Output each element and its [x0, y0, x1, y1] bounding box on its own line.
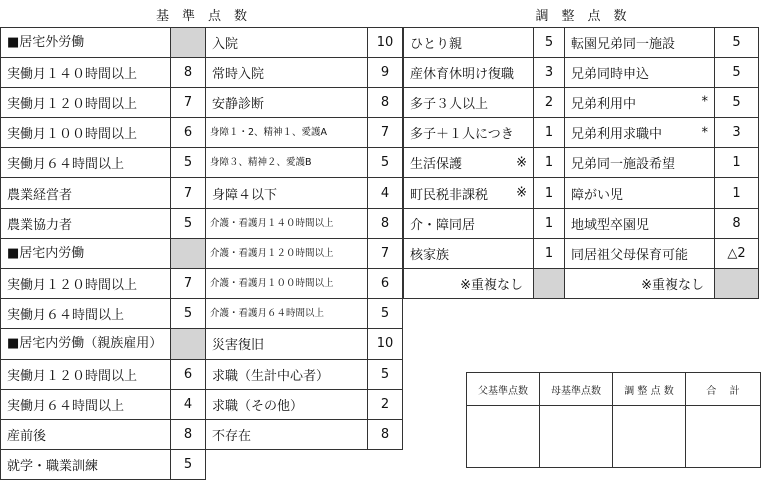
note-mark: ※	[516, 185, 527, 201]
adjust-item-text: 兄弟利用中	[571, 96, 637, 112]
base-item-label: 求職（その他）	[206, 389, 368, 419]
father-base-cell[interactable]	[467, 406, 540, 468]
empty-space	[206, 450, 403, 480]
base-item-points[interactable]: 8	[368, 419, 403, 449]
base-item-points[interactable]: 5	[171, 450, 206, 480]
no-duplicate-note: ※重複なし	[565, 269, 715, 299]
base-item-points[interactable]: 10	[368, 329, 403, 359]
father-base-header: 父基準点数	[467, 373, 540, 406]
adjust-item-label: 地域型卒園児	[565, 208, 715, 238]
adjust-item-text: 兄弟利用求職中	[571, 127, 663, 143]
base-item-label: 不存在	[206, 419, 368, 449]
base-item-points[interactable]: 8	[171, 57, 206, 87]
note-mark: *	[701, 125, 708, 141]
base-item-label: 介護・看護月６４時間以上	[206, 299, 368, 329]
adjust-item-label: 多子３人以上	[404, 87, 534, 117]
adjust-item-label: 多子＋１人につき	[404, 118, 534, 148]
no-duplicate-shaded-cell	[534, 269, 565, 299]
adjust-item-points[interactable]: 5	[715, 57, 759, 87]
note-mark: ※	[516, 155, 527, 171]
base-item-points[interactable]: 7	[171, 178, 206, 208]
adjust-item-text: 生活保護	[410, 157, 463, 173]
adjust-item-points[interactable]: 1	[534, 118, 565, 148]
base-item-points[interactable]: 5	[368, 299, 403, 329]
base-item-points[interactable]: 6	[368, 269, 403, 299]
adjust-item-label: 障がい児	[565, 178, 715, 208]
adjustment-points-header: 調 整 点 数	[404, 3, 759, 27]
base-item-label: 入院	[206, 27, 368, 57]
adjust-item-label: 介・障同居	[404, 208, 534, 238]
base-item-points[interactable]: 7	[368, 238, 403, 268]
section-shaded-cell[interactable]	[171, 27, 206, 57]
adjust-item-label: ひとり親	[404, 27, 534, 57]
base-points-table	[0, 3, 403, 480]
base-item-label: 実働月６４時間以上	[1, 299, 171, 329]
base-item-points[interactable]: 6	[171, 118, 206, 148]
base-item-points[interactable]: 5	[171, 148, 206, 178]
adjust-item-label: 核家族	[404, 238, 534, 268]
adjustment-cell[interactable]	[613, 406, 686, 468]
base-item-points[interactable]: 7	[368, 118, 403, 148]
adjust-item-points[interactable]: 8	[715, 208, 759, 238]
section-shaded-cell[interactable]	[171, 238, 206, 268]
base-item-label: 実働月１４０時間以上	[1, 57, 171, 87]
base-item-points[interactable]: 5	[368, 148, 403, 178]
adjust-item-label	[404, 178, 534, 208]
base-item-label: 常時入院	[206, 57, 368, 87]
base-item-label: 実働月１００時間以上	[1, 118, 171, 148]
base-item-points[interactable]: 4	[171, 389, 206, 419]
adjust-item-points[interactable]: 1	[534, 238, 565, 268]
base-item-points[interactable]: 5	[171, 208, 206, 238]
base-item-points[interactable]: 8	[368, 208, 403, 238]
base-item-label: 介護・看護月１４０時間以上	[206, 208, 368, 238]
base-item-label: 身障１・2、精神１、愛護A	[206, 118, 368, 148]
adjust-item-points[interactable]: △2	[715, 238, 759, 268]
base-item-label: ■居宅内労働	[1, 238, 171, 268]
adjust-item-points[interactable]: 1	[715, 178, 759, 208]
adjust-item-points[interactable]: 5	[715, 87, 759, 117]
base-item-points[interactable]: 8	[368, 87, 403, 117]
adjust-item-points[interactable]: 5	[534, 27, 565, 57]
base-item-points[interactable]: 2	[368, 389, 403, 419]
base-item-points[interactable]: 8	[171, 419, 206, 449]
adjust-item-label: 転園兄弟同一施設	[565, 27, 715, 57]
base-item-points[interactable]: 9	[368, 57, 403, 87]
base-item-label: 安静診断	[206, 87, 368, 117]
adjust-item-label: 兄弟同時申込	[565, 57, 715, 87]
adjust-item-label: 兄弟同一施設希望	[565, 148, 715, 178]
section-shaded-cell[interactable]	[171, 329, 206, 359]
adjust-item-points[interactable]: 3	[715, 118, 759, 148]
base-item-label: 身障３、精神２、愛護B	[206, 148, 368, 178]
adjust-item-label	[404, 148, 534, 178]
mother-base-cell[interactable]	[540, 406, 613, 468]
adjust-item-text: 町民税非課税	[410, 187, 489, 203]
base-item-label: 実働月６４時間以上	[1, 389, 171, 419]
base-item-points[interactable]: 5	[171, 299, 206, 329]
adjust-item-label	[565, 118, 715, 148]
base-item-label: 介護・看護月１００時間以上	[206, 269, 368, 299]
base-item-points[interactable]: 7	[171, 269, 206, 299]
total-cell[interactable]	[686, 406, 761, 468]
adjust-item-label: 同居祖父母保育可能	[565, 238, 715, 268]
base-item-points[interactable]: 5	[368, 359, 403, 389]
adjustment-points-table	[403, 3, 759, 299]
base-item-points[interactable]: 7	[171, 87, 206, 117]
base-item-label: 実働月１２０時間以上	[1, 269, 171, 299]
base-item-points[interactable]: 4	[368, 178, 403, 208]
adjustment-header: 調 整 点 数	[613, 373, 686, 406]
base-item-label: 実働月６４時間以上	[1, 148, 171, 178]
base-item-points[interactable]: 6	[171, 359, 206, 389]
base-item-label: 災害復旧	[206, 329, 368, 359]
base-item-label: 介護・看護月１２０時間以上	[206, 238, 368, 268]
note-mark: *	[701, 94, 708, 110]
summary-table	[466, 372, 761, 468]
base-item-label: 就学・職業訓練	[1, 450, 171, 480]
base-item-label: 産前後	[1, 419, 171, 449]
base-item-label: 実働月１２０時間以上	[1, 87, 171, 117]
adjust-item-points[interactable]: 1	[534, 208, 565, 238]
adjust-item-points[interactable]: 5	[715, 27, 759, 57]
base-item-label: 求職（生計中心者）	[206, 359, 368, 389]
adjust-item-points[interactable]: 1	[715, 148, 759, 178]
base-points-header: 基 準 点 数	[1, 3, 403, 27]
adjust-item-label: 産休育休明け復職	[404, 57, 534, 87]
adjust-item-points[interactable]: 2	[534, 87, 565, 117]
base-item-label: ■居宅外労働	[1, 27, 171, 57]
adjust-item-points[interactable]: 3	[534, 57, 565, 87]
base-item-points[interactable]: 10	[368, 27, 403, 57]
no-duplicate-shaded-cell	[715, 269, 759, 299]
base-item-label: 身障４以下	[206, 178, 368, 208]
adjust-item-points[interactable]: 1	[534, 178, 565, 208]
base-item-label: 農業協力者	[1, 208, 171, 238]
adjust-item-label	[565, 87, 715, 117]
base-item-label: 実働月１２０時間以上	[1, 359, 171, 389]
no-duplicate-note: ※重複なし	[404, 269, 534, 299]
base-item-label: ■居宅内労働（親族雇用）	[1, 329, 171, 359]
total-header: 合 計	[686, 373, 761, 406]
base-item-label: 農業経営者	[1, 178, 171, 208]
adjust-item-points[interactable]: 1	[534, 148, 565, 178]
mother-base-header: 母基準点数	[540, 373, 613, 406]
